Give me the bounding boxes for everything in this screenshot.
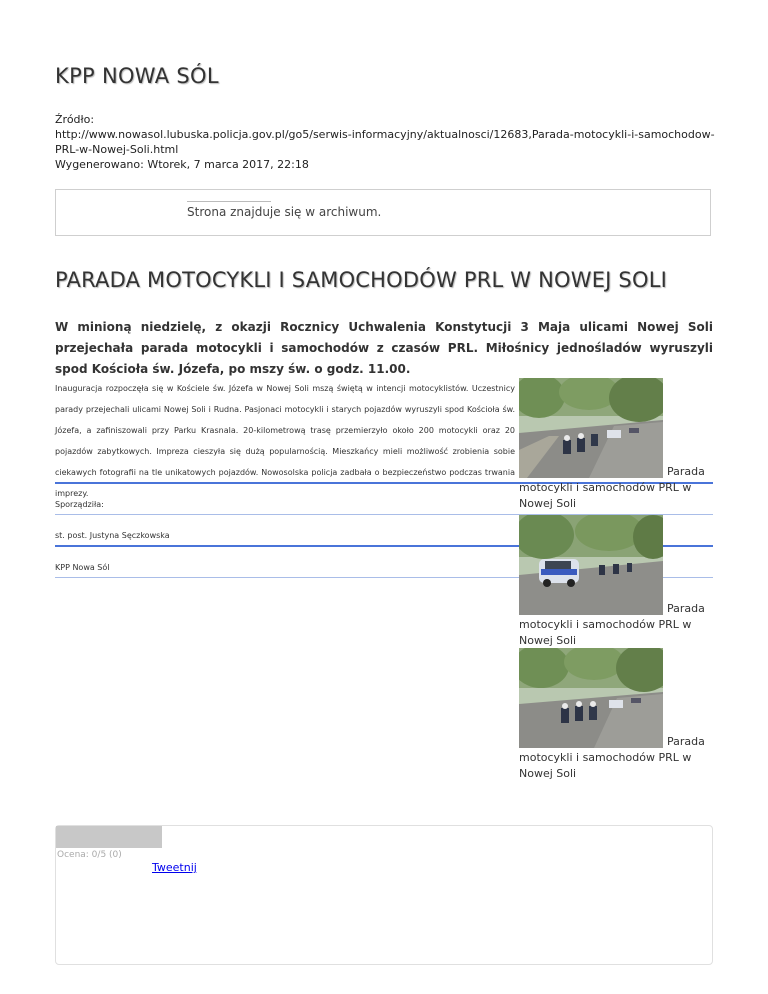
archive-divider xyxy=(187,201,271,202)
article-title: PARADA MOTOCYKLI I SAMOCHODÓW PRL W NOWEJ SOLI xyxy=(55,268,667,292)
article-body: Inauguracja rozpoczęła się w Kościele św. Józefa w Nowej Soli mszą świętą w intencji motocyklistów. Uczestnicy parady przejechali ulicami Nowej Soli i Rudna. Pasjonaci motocykli i starych pojazdów wyruszyli spod Kościoła św. Józefa, a zafiniszowali przy Parku Krasnala. 20-kilometrową trasę przemierzyło około 200 motocykli oraz 20 pojazdów zabytkowych. Impreza cieszyła się dużą popularnością. Mieszkańcy mieli możliwość zrobienia sobie ciekawych fotografii na tle unikatowych pojazdów. Nowosolska policja zadbała o bezpieczeństwo podczas trwania imprezy. xyxy=(55,384,515,498)
site-title: KPP NOWA SÓL xyxy=(55,64,219,88)
generated-date: Wygenerowano: Wtorek, 7 marca 2017, 22:18 xyxy=(55,158,309,171)
rating-stars[interactable] xyxy=(56,826,162,848)
tweet-link[interactable]: Tweetnij xyxy=(152,861,197,874)
source-info xyxy=(55,112,715,172)
gallery-photo[interactable] xyxy=(519,378,663,478)
gallery-caption: Parada motocykli i samochodów PRL w Nowej Soli xyxy=(519,602,705,647)
unit-name: KPP Nowa Sól xyxy=(55,563,110,572)
rating-box xyxy=(55,825,713,965)
article-lead: W minioną niedzielę, z okazji Rocznicy Uchwalenia Konstytucji 3 Maja ulicami Nowej Soli przejechała parada motocykli i samochodów z czasów PRL. Miłośnicy jednośladów wyruszyli spod Kościoła św. Józefa, po mszy św. o godz. 11.00. xyxy=(55,320,713,376)
gallery-caption: Parada motocykli i samochodów PRL w Nowej Soli xyxy=(519,735,705,780)
rating-text: Ocena: 0/5 (0) xyxy=(57,850,122,860)
prepared-by-label: Sporządziła: xyxy=(55,500,104,509)
archive-notice-text: Strona znajduje się w archiwum. xyxy=(187,205,382,219)
source-label: Źródło: xyxy=(55,113,95,126)
archive-notice-box xyxy=(55,189,711,236)
source-url: http://www.nowasol.lubuska.policja.gov.pl/go5/serwis-informacyjny/aktualnosci/12683,Parada-motocykli-i-samochodow-PRL-w-Nowej-Soli.html xyxy=(55,128,715,156)
gallery-photo[interactable] xyxy=(519,648,663,748)
gallery-photo[interactable] xyxy=(519,515,663,615)
gallery-caption: Parada motocykli i samochodów PRL w Nowej Soli xyxy=(519,465,705,510)
author-name: st. post. Justyna Sęczkowska xyxy=(55,531,170,540)
